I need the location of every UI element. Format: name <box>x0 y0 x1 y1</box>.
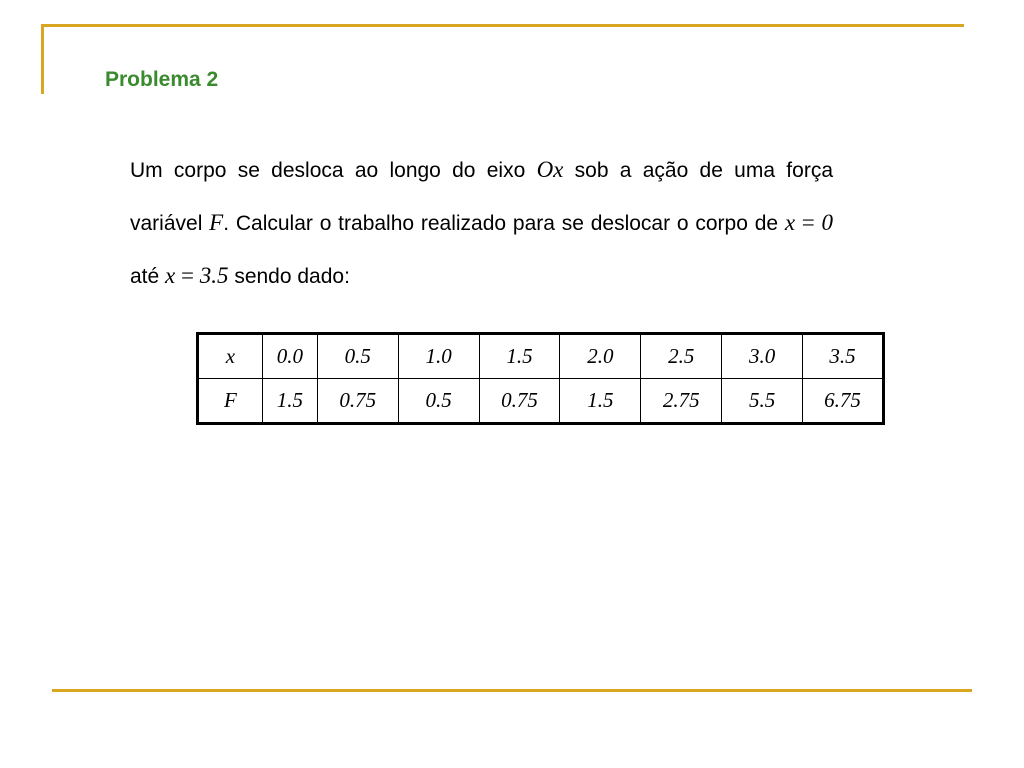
start-variable: x <box>784 210 796 235</box>
statement-text-3: . Calcular o trabalho realizado para se deslocar o corpo de <box>223 212 785 235</box>
axis-name: Ox <box>536 157 564 182</box>
f-value-cell: 0.75 <box>479 379 560 424</box>
force-symbol: F <box>209 210 224 235</box>
f-row <box>198 379 884 424</box>
statement-text-1: Um corpo se desloca ao longo do eixo <box>130 159 537 182</box>
end-equals: = <box>175 263 200 288</box>
end-value: 3.5 <box>199 263 229 288</box>
x-value-cell: 3.0 <box>722 334 803 379</box>
f-value-cell: 2.75 <box>641 379 722 424</box>
f-value-cell: 0.75 <box>317 379 398 424</box>
start-value: 0 <box>821 210 834 235</box>
x-value-cell: 2.5 <box>641 334 722 379</box>
slide-title: Problema 2 <box>105 68 219 91</box>
statement-text-2: sob a ação de uma força variável <box>130 159 833 235</box>
x-value-cell: 0.5 <box>317 334 398 379</box>
problem-statement <box>130 144 833 303</box>
end-variable: x <box>165 263 176 288</box>
x-value-cell: 1.5 <box>479 334 560 379</box>
f-value-cell: 1.5 <box>560 379 641 424</box>
x-row <box>198 334 884 379</box>
x-label-cell: x <box>198 334 263 379</box>
data-table <box>196 332 885 425</box>
top-accent-line <box>41 24 964 27</box>
x-value-cell: 1.0 <box>398 334 479 379</box>
x-value-cell: 0.0 <box>262 334 317 379</box>
f-value-cell: 5.5 <box>722 379 803 424</box>
statement-text-5: sendo dado: <box>228 265 350 288</box>
x-value-cell: 2.0 <box>560 334 641 379</box>
start-equals: = <box>795 210 822 235</box>
f-label-cell: F <box>198 379 263 424</box>
x-value-cell: 3.5 <box>803 334 884 379</box>
left-accent-line <box>41 24 44 94</box>
f-value-cell: 1.5 <box>262 379 317 424</box>
bottom-accent-line <box>52 689 972 692</box>
f-value-cell: 6.75 <box>803 379 884 424</box>
statement-text-4: até <box>130 265 166 288</box>
f-value-cell: 0.5 <box>398 379 479 424</box>
